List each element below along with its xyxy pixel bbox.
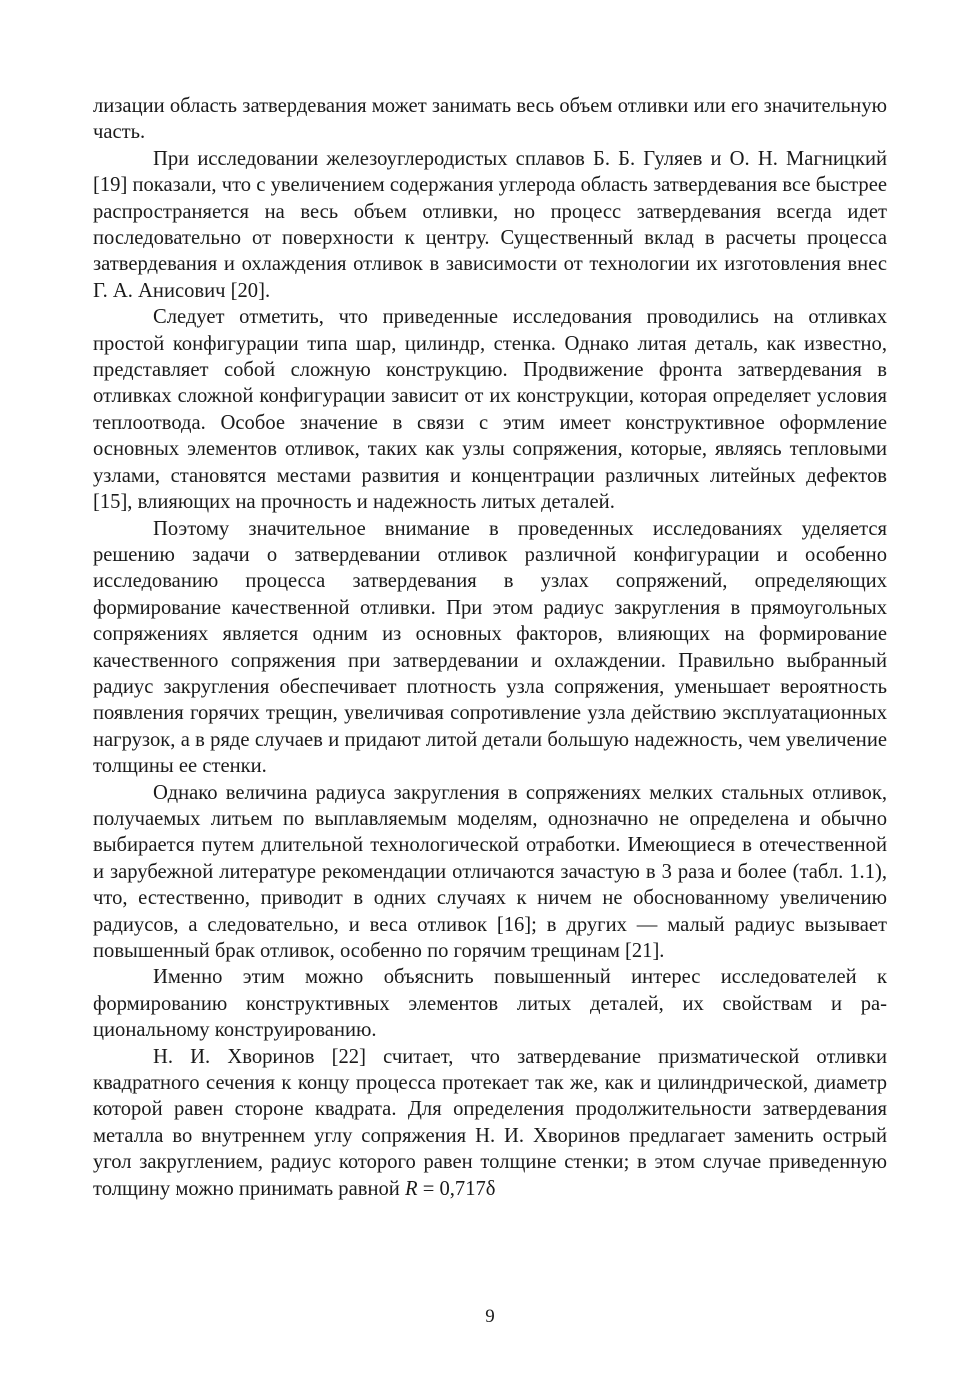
formula-variable: R <box>404 1177 418 1200</box>
paragraph-khvorinov <box>93 1044 887 1202</box>
paragraph-simple-configurations: Следует отметить, что приведенные исследования проводились на отливках простой конфигурации типа шар, цилиндр, стенка. Однако литая деталь, как известно, представляет собой сложную конструкцию. Продвижение фронта затвердевания в отливках сложной конфигурации зависит от их конструкции, которая определяет условия теплоотвода. Особое значение в связи с этим имеет конструктивное оформление основных элементов отливок, таких как узлы сопряжения, которые, являясь тепловыми узлами, становятся местами развития и концентрации различных литейных дефектов [15], влияющих на прочность и надежность литых деталей. <box>93 306 887 514</box>
paragraph-gulyaev-magnitsky: При исследовании железоуглеродистых сплавов Б. Б. Гуляев и О. Н. Магницкий [19] показали, что с увеличением содержания углерода область затвердевания все быстрее распространяется на весь объем отливки, но процесс затвердевания всегда идет последовательно от поверхности к центру. Существенный вклад в расчеты процесса затвердевания и охлаждения отливок в зависимости от технологии их изготовления внес Г. А. Анисович [20]. <box>93 147 887 302</box>
formula-value: = 0,717δ <box>417 1177 496 1200</box>
page-body <box>93 93 887 1202</box>
paragraph-researcher-interest: Именно этим можно объяснить повышенный интерес исследователей к формированию конструктивных элементов литых деталей, их свойствам и рациональному конструированию. <box>93 966 887 1042</box>
paragraph-continuation: лизации область затвердевания может занимать весь объем отливки или его значительную часть. <box>93 95 887 144</box>
paragraph-fillet-radius: Однако величина радиуса закругления в сопряжениях мелких стальных отливок, получаемых литьем по выплавляемым моделям, однозначно не определена и обычно выбирается путем длительной технологической отработки. Имеющиеся в отечественной и зарубежной литературе рекомендации отличаются зачастую в 3 раза и более (табл. 1.1), что, естественно, приводит в одних случаях к ничем не обоснованному увеличению радиусов, а следовательно, и веса отливок [16]; в других — малый радиус вызывает повышенный брак отливок, особенно по горячим трещинам [21]. <box>93 781 887 962</box>
khvorinov-text: Н. И. Хворинов [22] считает, что затвердевание призматической отливки квадратного сечения к концу процесса протекает так же, как и цилиндрической, диаметр которой равен стороне квадрата. Для определения продолжительности затвердевания металла во внутреннем углу сопряжения Н. И. Хворинов предлагает заменить острый угол закруглением, радиус которого равен толщине стенки; в этом случае приведенную толщину можно принимать равной <box>93 1045 887 1200</box>
page-number: 9 <box>485 1306 495 1327</box>
paragraph-junction-research: Поэтому значительное внимание в проведенных исследованиях уделяется решению задачи о затвердевании отливок различной конфигурации и особенно исследованию процесса затвердевания в узлах сопряжений, определяющих формирование качественной отливки. При этом радиус закругления в прямоугольных сопряжениях является одним из основных факторов, влияющих на формирование качественного сопряжения при затвердевании и охлаждении. Правильно выбранный радиус закругления обеспечивает плотность узла сопряжения, уменьшает вероятность появления горячих трещин, увеличивая сопротивление узла действию эксплуатационных нагрузок, а в ряде случаев и придают литой детали большую надежность, чем увеличение толщины ее стенки. <box>93 517 887 778</box>
